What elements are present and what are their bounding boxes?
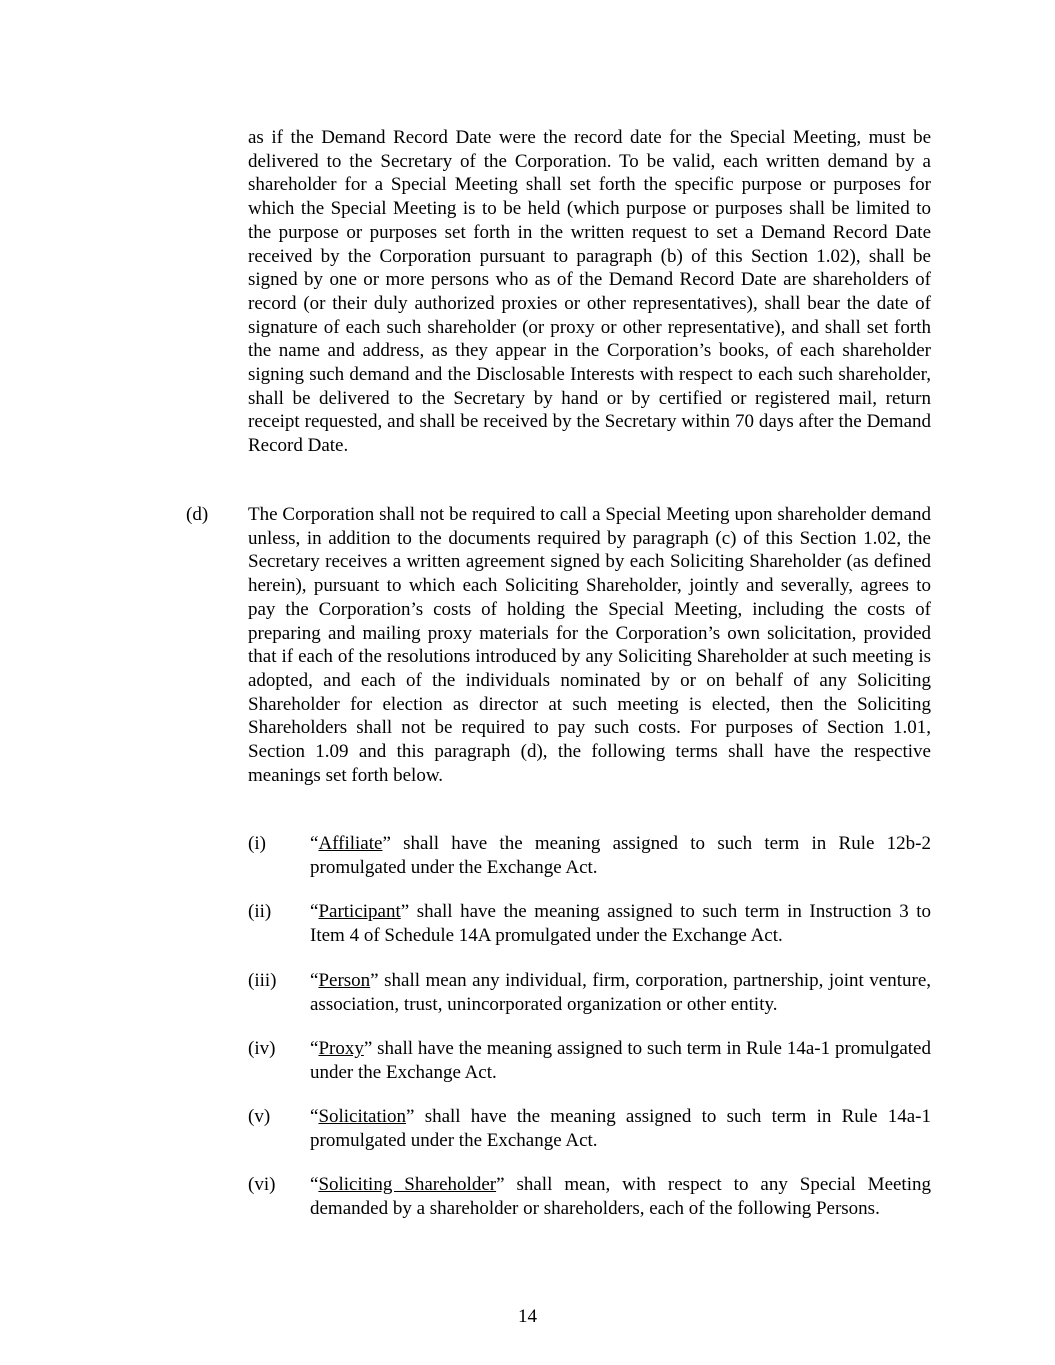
definition-item	[248, 900, 931, 947]
page-number: 14	[518, 1306, 537, 1327]
defined-term: Person	[318, 970, 371, 991]
definition-number: (i)	[248, 833, 266, 854]
definition-number: (ii)	[248, 901, 272, 922]
defined-term: Affiliate	[318, 833, 383, 854]
definition-text	[310, 1037, 931, 1084]
definition-body: ” shall have the meaning assigned to such term in Rule 14a-1 promulgated under the Exchange Act.	[310, 1106, 931, 1151]
open-quote: “	[310, 833, 319, 854]
definition-item	[248, 832, 931, 879]
definition-number: (v)	[248, 1106, 271, 1127]
definition-text	[310, 1173, 931, 1220]
definition-number: (iv)	[248, 1038, 276, 1059]
defined-term: Participant	[318, 901, 401, 922]
open-quote: “	[310, 1106, 319, 1127]
open-quote: “	[310, 901, 319, 922]
definition-body: ” shall mean any individual, firm, corporation, partnership, joint venture, association, trust, unincorporated organization or other entity.	[310, 970, 931, 1015]
definition-item	[248, 969, 931, 1016]
definition-item	[248, 1173, 931, 1220]
definition-body: ” shall mean, with respect to any Special Meeting demanded by a shareholder or shareholders, each of the following Persons.	[310, 1174, 931, 1219]
definition-text	[310, 900, 931, 947]
definition-text	[310, 832, 931, 879]
definition-item	[248, 1037, 931, 1084]
defined-term: Proxy	[318, 1038, 364, 1059]
definition-number: (iii)	[248, 970, 277, 991]
definition-text	[310, 1105, 931, 1152]
paragraph-d-text: The Corporation shall not be required to call a Special Meeting upon shareholder demand unless, in addition to the documents required by paragraph (c) of this Section 1.02, the Secretary receives a written agreement signed by each Soliciting Shareholder (as defined herein), pursuant to which each Soliciting Shareholder, jointly and severally, agrees to pay the Corporation’s costs of holding the Special Meeting, including the costs of preparing and mailing proxy materials for the Corporation’s own solicitation, provided that if each of the resolutions introduced by any Soliciting Shareholder at such meeting is adopted, and each of the individuals nominated by or on behalf of any Soliciting Shareholder for election as director at such meeting is elected, then the Soliciting Shareholders shall not be required to pay such costs. For purposes of Section 1.01, Section 1.09 and this paragraph (d), the following terms shall have the respective meanings set forth below.	[248, 504, 931, 786]
paragraph-c-continuation: as if the Demand Record Date were the record date for the Special Meeting, must be delivered to the Secretary of the Corporation. To be valid, each written demand by a shareholder for a Special Meeting shall set forth the specific purpose or purposes for which the Special Meeting is to be held (which purpose or purposes shall be limited to the purpose or purposes set forth in the written request to set a Demand Record Date received by the Corporation pursuant to paragraph (b) of this Section 1.02), shall be signed by one or more persons who as of the Demand Record Date are shareholders of record (or their duly authorized proxies or other representatives), shall bear the date of signature of each such shareholder (or proxy or other representative), and shall set forth the name and address, as they appear in the Corporation’s books, of each shareholder signing such demand and the Disclosable Interests with respect to each such shareholder, shall be delivered to the Secretary by hand or by certified or registered mail, return receipt requested, and shall be received by the Secretary within 70 days after the Demand Record Date.	[248, 127, 931, 457]
paragraph-d-label: (d)	[186, 504, 209, 525]
definition-item	[248, 1105, 931, 1152]
definition-body: ” shall have the meaning assigned to such term in Instruction 3 to Item 4 of Schedule 14A promulgated under the Exchange Act.	[310, 901, 931, 946]
definition-number: (vi)	[248, 1174, 276, 1195]
definition-body: ” shall have the meaning assigned to such term in Rule 14a-1 promulgated under the Exchange Act.	[310, 1038, 931, 1083]
definition-text	[310, 969, 931, 1016]
open-quote: “	[310, 1174, 319, 1195]
defined-term: Soliciting Shareholder	[318, 1174, 497, 1195]
open-quote: “	[310, 970, 319, 991]
defined-term: Solicitation	[318, 1106, 407, 1127]
definition-body: ” shall have the meaning assigned to such term in Rule 12b-2 promulgated under the Exchange Act.	[310, 833, 931, 878]
open-quote: “	[310, 1038, 319, 1059]
